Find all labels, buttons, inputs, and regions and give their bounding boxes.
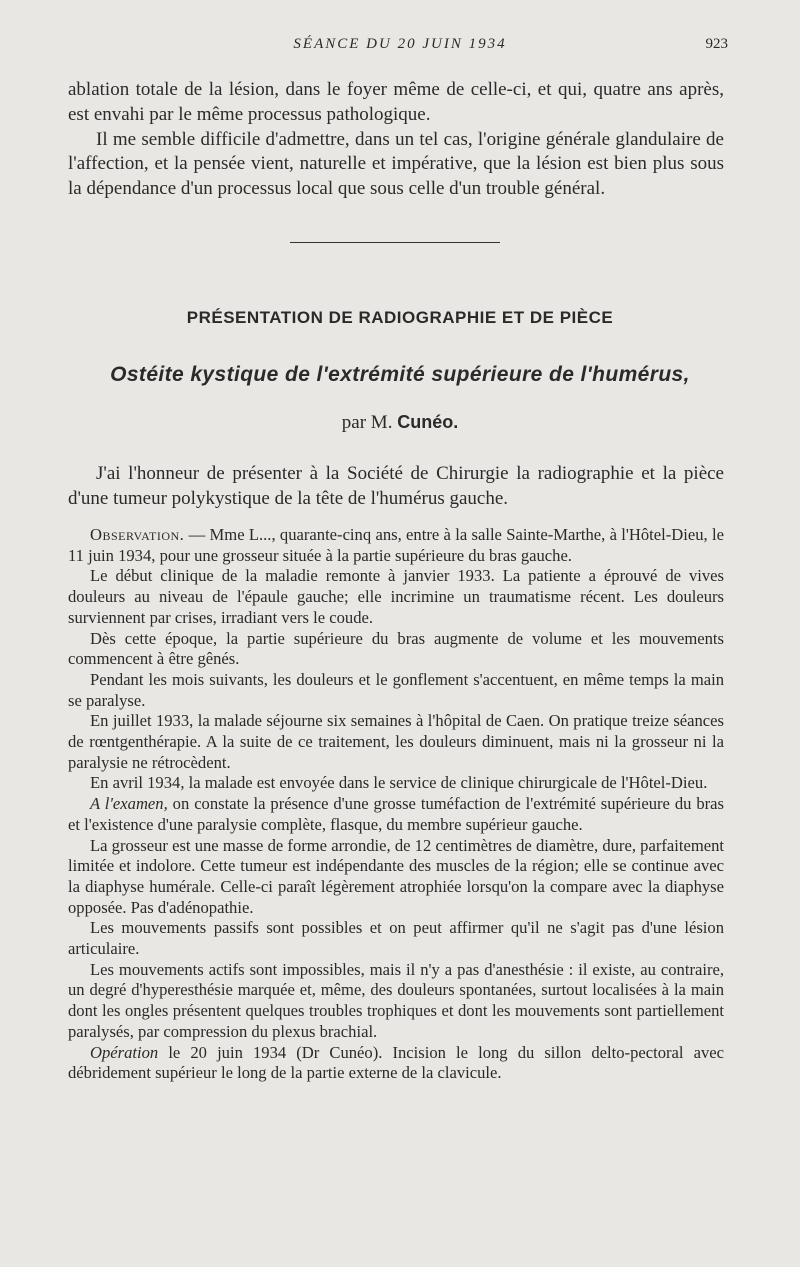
case-paragraph: Pendant les mois suivants, les douleurs et le gonflement s'accentuent, en même temps la main se paralyse. <box>68 669 724 710</box>
case-paragraph: Les mouvements passifs sont possibles et on peut affirmer qu'il ne s'agit pas d'une lésion articulaire. <box>68 918 724 959</box>
operation-body: le 20 juin 1934 (Dr Cunéo). Incision le long du sillon delto-pectoral avec débridement supérieur le long de la partie externe de la clavicule. <box>68 1042 724 1083</box>
running-title: SÉANCE DU 20 JUIN 1934 <box>293 36 507 52</box>
case-paragraph: En juillet 1933, la malade séjourne six semaines à l'hôpital de Caen. On pratique treize séances de rœntgenthérapie. A la suite de ce traitement, les douleurs diminuent, mais ni la grosseur ni la paralysie ne rétrocèdent. <box>68 711 724 772</box>
byline-prefix: par M. <box>341 412 393 433</box>
case-paragraph: En avril 1934, la malade est envoyée dans le service de clinique chirurgicale de l'Hôtel-Dieu. <box>90 773 708 793</box>
running-header <box>0 36 800 56</box>
author-name: Cunéo. <box>397 412 459 432</box>
examen-label: A l'examen, <box>90 794 168 814</box>
observation-body: — Mme L..., quarante-cinq ans, entre à la salle Sainte-Marthe, à l'Hôtel-Dieu, le 11 juin 1934, pour une grosseur située à la partie supérieure du bras gauche. <box>68 525 724 565</box>
case-paragraph: Dès cette époque, la partie supérieure du bras augmente de volume et les mouvements commencent à être gênés. <box>68 628 724 669</box>
examen-body: on constate la présence d'une grosse tuméfaction de l'extrémité supérieure du bras et l'existence d'une paralysie complète, flasque, du membre supérieur gauche. <box>68 794 724 834</box>
lead-paragraph: J'ai l'honneur de présenter à la Société de Chirurgie la radiographie et la pièce d'une tumeur polykystique de la tête de l'humérus gauche. <box>68 463 724 509</box>
case-paragraph: Le début clinique de la maladie remonte à janvier 1933. La patiente a éprouvé de vives douleurs au niveau de l'épaule gauche; elle incrimine un traumatisme récent. Les douleurs surviennent par crises, irradiant vers le coude. <box>68 566 724 627</box>
examen-paragraph <box>68 794 724 835</box>
case-paragraph: Les mouvements actifs sont impossibles, mais il n'y a pas d'anesthésie : il existe, au contraire, un degré d'hyperesthésie marquée et, même, des douleurs spontanées, surtout localisées à la main dont les ongles présentent quelques troubles trophiques et dont les mouvements sont partiellement paralysés, par compression du plexus brachial. <box>68 959 724 1041</box>
section-divider <box>290 242 500 243</box>
observation-text <box>68 525 724 1084</box>
section-title: PRÉSENTATION DE RADIOGRAPHIE ET DE PIÈCE <box>186 308 614 327</box>
case-paragraph: La grosseur est une masse de forme arrondie, de 12 centimètres de diamètre, dure, parfaitement limitée et indolore. Cette tumeur est indépendante des muscles de la région; elle se continue avec la diaphyse humérale. Celle-ci paraît légèrement atrophiée lorsqu'on la compare avec la diaphyse opposée. Pas d'adénopathie. <box>68 835 724 917</box>
article-title: Ostéite kystique de l'extrémité supérieure de l'humérus, <box>110 363 690 386</box>
intro-paragraph: Il me semble difficile d'admettre, dans un tel cas, l'origine générale glandulaire de l'affection, et la pensée vient, naturelle et impérative, que la lésion est bien plus sous la dépendance d'un processus local que sous celle d'un trouble général. <box>68 128 724 200</box>
page-number: 923 <box>705 36 728 52</box>
intro-paragraph: ablation totale de la lésion, dans le foyer même de celle-ci, et qui, quatre ans après, est envahi par le même processus pathologique. <box>68 79 724 125</box>
lead-text <box>68 462 724 512</box>
observation-label: Observation. <box>90 525 185 544</box>
intro-text <box>68 78 724 202</box>
byline <box>0 412 800 434</box>
operation-label: Opération <box>90 1042 159 1062</box>
operation-paragraph <box>68 1043 724 1084</box>
observation-paragraph <box>68 525 724 566</box>
